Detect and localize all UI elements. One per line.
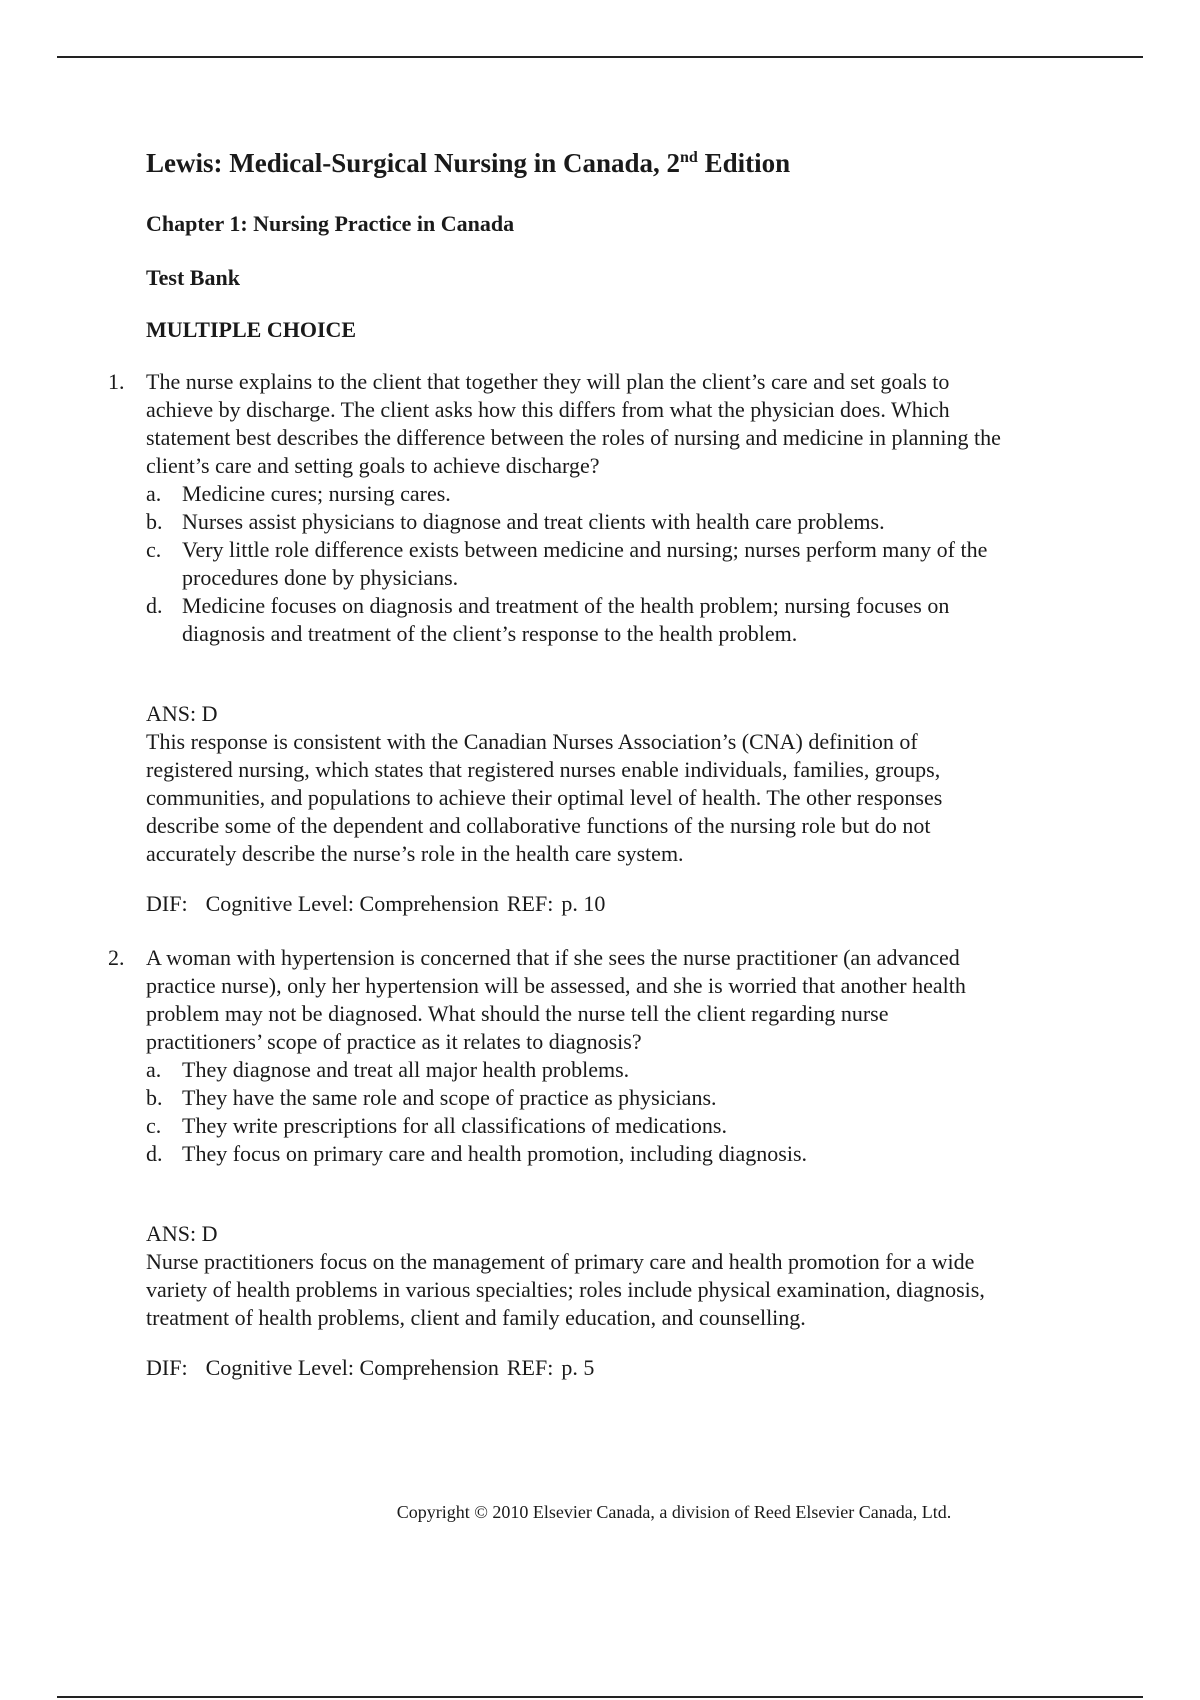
option-c [146, 536, 1006, 592]
question-stem: The nurse explains to the client that together they will plan the client’s care and set goals to achieve by discharge. The client asks how this differs from what the physician does. Which statement best describes the difference between the roles of nursing and medicine in planning the client’s care and setting goals to achieve discharge? [146, 369, 1001, 478]
dif-label: DIF: [146, 891, 188, 916]
option-text: Nurses assist physicians to diagnose and treat clients with health care problems. [182, 509, 885, 534]
option-letter: a. [146, 1057, 162, 1082]
option-a [146, 480, 1006, 508]
dif-label: DIF: [146, 1355, 188, 1380]
bottom-rule [57, 1696, 1143, 1698]
answer-rationale: This response is consistent with the Canadian Nurses Association’s (CNA) definition of registered nursing, which states that registered nurses enable individuals, families, groups, communities, and populations to achieve their optimal level of health. The other responses describe some of the dependent and collaborative functions of the nursing role but do not accurately describe the nurse’s role in the health care system. [146, 729, 943, 866]
chapter-title: Chapter 1: Nursing Practice in Canada [146, 211, 515, 236]
answer-options [146, 480, 1006, 648]
difficulty-reference [146, 890, 1006, 918]
ref-label: REF: [506, 1355, 554, 1380]
question-number: 2. [108, 945, 125, 970]
difficulty-reference [146, 1354, 1006, 1382]
option-letter: c. [146, 537, 162, 562]
option-a [146, 1056, 1006, 1084]
option-text: They diagnose and treat all major health problems. [182, 1057, 630, 1082]
question-1 [108, 368, 1006, 918]
option-b [146, 508, 1006, 536]
question-type-heading: MULTIPLE CHOICE [146, 317, 357, 342]
book-title-edition: Edition [697, 148, 791, 178]
option-letter: b. [146, 509, 163, 534]
question-2 [108, 944, 1006, 1382]
ref-label: REF: [506, 891, 554, 916]
ref-value: p. 5 [561, 1355, 595, 1380]
answer-options [146, 1056, 1006, 1168]
book-title [146, 140, 1006, 186]
option-text: They write prescriptions for all classifications of medications. [182, 1113, 727, 1138]
option-text: They have the same role and scope of practice as physicians. [182, 1085, 717, 1110]
answer-key: ANS: D [146, 1221, 218, 1246]
answer-key: ANS: D [146, 701, 218, 726]
option-b [146, 1084, 1006, 1112]
option-letter: c. [146, 1113, 162, 1138]
option-text: Very little role difference exists between medicine and nursing; nurses perform many of the procedures done by physicians. [182, 537, 988, 590]
top-rule [57, 56, 1143, 58]
option-c [146, 1112, 1006, 1140]
question-stem: A woman with hypertension is concerned that if she sees the nurse practitioner (an advanced practice nurse), only her hypertension will be assessed, and she is worried that another health problem may not be diagnosed. What should the nurse tell the client regarding nurse practitioners’ scope of practice as it relates to diagnosis? [146, 945, 966, 1054]
option-letter: d. [146, 1141, 163, 1166]
document-content [108, 140, 1006, 1404]
option-letter: b. [146, 1085, 163, 1110]
dif-value: Cognitive Level: Comprehension [205, 1355, 499, 1380]
ref-value: p. 10 [561, 891, 606, 916]
option-letter: a. [146, 481, 162, 506]
option-text: Medicine cures; nursing cares. [182, 481, 451, 506]
section-title: Test Bank [146, 265, 240, 290]
option-d [146, 1140, 1006, 1168]
answer-rationale: Nurse practitioners focus on the management of primary care and health promotion for a wide variety of health problems in various specialties; roles include physical examination, diagnosis, treatment of health problems, client and family education, and counselling. [146, 1249, 985, 1330]
option-text: Medicine focuses on diagnosis and treatment of the health problem; nursing focuses on diagnosis and treatment of the client’s response to the health problem. [182, 593, 950, 646]
option-d [146, 592, 1006, 648]
question-number: 1. [108, 369, 125, 394]
edition-superscript: nd [680, 149, 698, 166]
option-text: They focus on primary care and health promotion, including diagnosis. [182, 1141, 808, 1166]
book-title-text: Lewis: Medical-Surgical Nursing in Canada, 2 [146, 148, 681, 178]
option-letter: d. [146, 593, 163, 618]
dif-value: Cognitive Level: Comprehension [205, 891, 499, 916]
copyright-footer: Copyright © 2010 Elsevier Canada, a division of Reed Elsevier Canada, Ltd. [396, 1502, 952, 1522]
